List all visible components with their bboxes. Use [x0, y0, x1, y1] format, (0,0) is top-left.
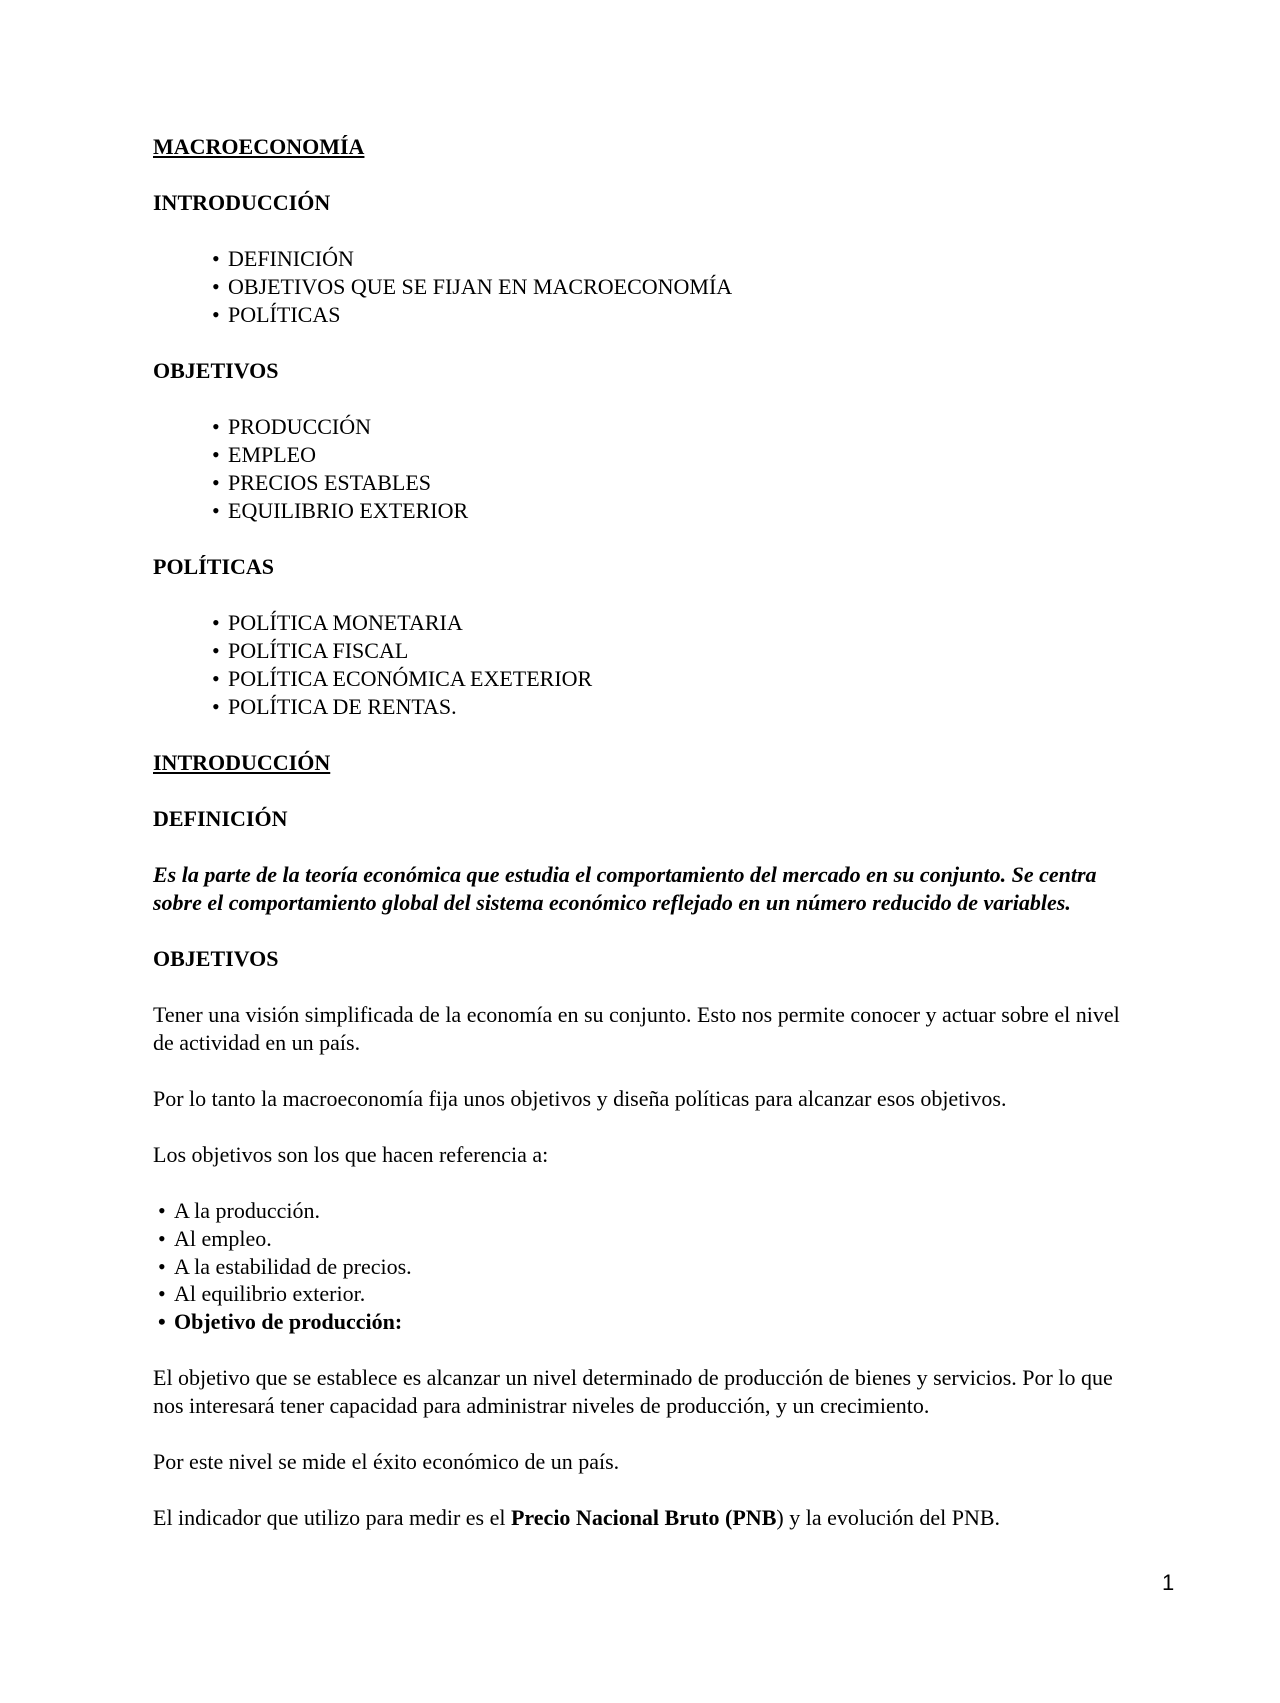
list-item: • EMPLEO: [212, 442, 316, 467]
bullet-icon: •: [212, 442, 220, 467]
bullet-icon: •: [212, 414, 220, 439]
bullet-icon: •: [212, 302, 220, 327]
list-item: • A la producción.: [158, 1198, 321, 1223]
bullet-icon: •: [158, 1254, 166, 1279]
list-item: • POLÍTICA DE RENTAS.: [212, 694, 457, 719]
bullet-icon: •: [212, 638, 220, 663]
list-item: • OBJETIVOS QUE SE FIJAN EN MACROECONOMÍA: [212, 274, 733, 299]
list-item: • Al equilibrio exterior.: [158, 1281, 366, 1306]
bullet-icon: •: [212, 694, 220, 719]
bullet-icon: •: [212, 470, 220, 495]
paragraph-line: Por este nivel se mide el éxito económico de un país.: [153, 1449, 620, 1474]
pnb-term: Precio Nacional Bruto (PNB: [510, 1505, 777, 1530]
bullet-icon: •: [212, 666, 220, 691]
paragraph-line: nos interesará tener capacidad para administrar niveles de producción, y un crecimiento.: [153, 1393, 930, 1418]
list-item: • POLÍTICA FISCAL: [212, 638, 409, 663]
paragraph-line: El indicador que utilizo para medir es el Precio Nacional Bruto (PNB) y la evolución del PNB.: [153, 1505, 1001, 1530]
page-number: 1: [1162, 1570, 1175, 1595]
objetivos-heading: OBJETIVOS: [153, 358, 279, 383]
definicion-heading: DEFINICIÓN: [153, 806, 288, 831]
paragraph-line: de actividad en un país.: [153, 1030, 361, 1055]
paragraph-line: Tener una visión simplificada de la economía en su conjunto. Esto nos permite conocer y actuar sobre el nivel: [153, 1002, 1120, 1027]
paragraph-line: Por lo tanto la macroeconomía fija unos objetivos y diseña políticas para alcanzar esos objetivos.: [153, 1086, 1007, 1111]
definition-line: sobre el comportamiento global del sistema económico reflejado en un número reducido de variables.: [153, 890, 1071, 915]
bullet-icon: •: [158, 1309, 166, 1334]
politicas-heading: POLÍTICAS: [153, 554, 275, 579]
list-item: • DEFINICIÓN: [212, 246, 354, 271]
objetivos2-heading: OBJETIVOS: [153, 946, 279, 971]
list-item: • PRODUCCIÓN: [212, 414, 372, 439]
list-item: • PRECIOS ESTABLES: [212, 470, 431, 495]
intro-heading: INTRODUCCIÓN: [153, 190, 331, 215]
list-item: • Objetivo de producción:: [158, 1309, 403, 1334]
bullet-icon: •: [212, 610, 220, 635]
list-item: • Al empleo.: [158, 1226, 272, 1251]
paragraph-line: El objetivo que se establece es alcanzar un nivel determinado de producción de bienes y servicios. Por lo que: [153, 1365, 1113, 1390]
doc-title: MACROECONOMÍA: [153, 134, 365, 159]
list-item: • EQUILIBRIO EXTERIOR: [212, 498, 469, 523]
list-item: • POLÍTICAS: [212, 302, 341, 327]
bullet-icon: •: [212, 274, 220, 299]
bullet-icon: •: [158, 1226, 166, 1251]
definition-line: Es la parte de la teoría económica que estudia el comportamiento del mercado en su conjunto. Se centra: [153, 862, 1097, 887]
list-item: • A la estabilidad de precios.: [158, 1254, 412, 1279]
section2-heading: INTRODUCCIÓN: [153, 750, 331, 775]
paragraph-line: Los objetivos son los que hacen referencia a:: [153, 1142, 549, 1167]
bullet-icon: •: [158, 1198, 166, 1223]
bullet-icon: •: [212, 246, 220, 271]
list-item: • POLÍTICA MONETARIA: [212, 610, 463, 635]
bullet-icon: •: [158, 1281, 166, 1306]
list-item: • POLÍTICA ECONÓMICA EXETERIOR: [212, 666, 593, 691]
bullet-icon: •: [212, 498, 220, 523]
